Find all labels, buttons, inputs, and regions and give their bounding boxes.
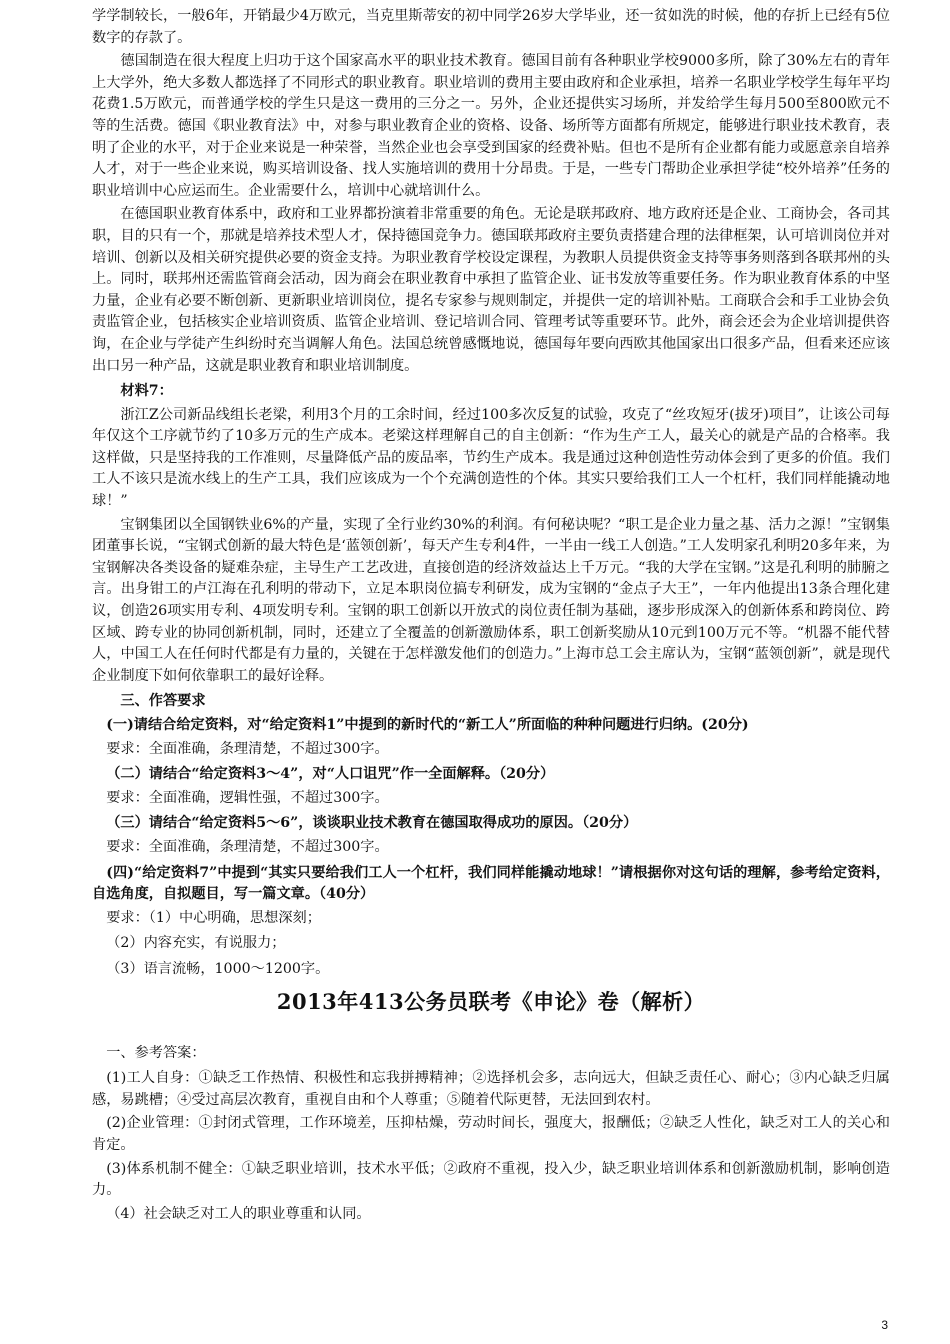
answer-4: （4）社会缺乏对工人的职业尊重和认同。 xyxy=(106,1205,371,1222)
material7-heading: 材料7： xyxy=(120,383,173,400)
requirements-heading: 三、作答要求 xyxy=(120,693,206,710)
material7-paragraph-baosteel: 宝钢集团以全国钢铁业6%的产量，实现了全行业约30%的利润。有何秘诀呢？“职工是企业力量之基、活力之源！”宝钢集团董事长说，“宝钢式创新的最大特色是‘蓝领创新’，每天产生专利4件，一半由一线工人创造。”工人发明家孔利明20多年来，为宝钢解决各类设备的疑难杂症，主导生产工艺改进，直接创造的经济效益达上千万元。“我的大学在宝钢。”这是孔利明的肺腑之言。出身钳工的卢江海在孔利明的带动下，立足本职岗位搞专利研发，成为宝钢的“金点子大王”，一年内他提出13条合理化建议，创造26项实用专利、4项发明专利。宝钢的职工创新以开放式的岗位责任制为基础，逐步形成深入的创新体系和跨岗位、跨区域、跨专业的协同创新机制，同时，还建立了全覆盖的创新激励体系，职工创新奖励从10元到100万元不等。“机器不能代替人，中国工人在任何时代都是有力量的，关键在于怎样激发他们的创造力。”上海市总工会主席认为，宝钢“蓝领创新”，就是现代企业制度下如何依靠职工的最好诠释。 xyxy=(92,516,890,684)
answer-heading: 一、参考答案： xyxy=(106,1044,206,1061)
analysis-title: 2013年413公务员联考《申论》卷（解析） xyxy=(276,988,706,1014)
question-1-requirement: 要求：全面准确，条理清楚，不超过300字。 xyxy=(106,740,389,757)
answer-1: (1)工人自身：①缺乏工作热情、积极性和忘我拼搏精神；②选择机会多，志向远大，但缺乏责任心、耐心；③内心缺乏归属感，易跳槽；④受过高层次教育，重视自由和个人尊重；⑤随着代际更替，无法回到农村。 xyxy=(92,1070,890,1108)
question-4-requirement-3: （3）语言流畅，1000～1200字。 xyxy=(106,960,330,977)
material7-paragraph-laoliang: 浙江Z公司新品线组长老梁，利用3个月的工余时间，经过100多次反复的试验，攻克了“丝攻短牙(拔牙)项目”，让该公司每年仅这个工序就节约了10多万元的生产成本。老梁这样理解自己的自主创新：“作为生产工人，最关心的就是产品的合格率。我这样做，只是坚持我的工作准则，尽量降低产品的废品率，节约生产成本。我是通过这种创造性劳动体会到了更多的价值。我们工人不该只是流水线上的生产工具，我们应该成为一个个充满创造性的个体。其实只要给我们工人一个杠杆，我们同样能撬动地球！” xyxy=(92,406,890,510)
question-4-requirement-2: （2）内容充实，有说服力； xyxy=(106,935,286,952)
material6-paragraph-continued: 学学制较长，一般6年，开销最少4万欧元，当克里斯蒂安的初中同学26岁大学毕业，还一贫如洗的时候，他的存折上已经有5位数字的存款了。 xyxy=(92,8,890,46)
answer-2: (2)企业管理：①封闭式管理，工作环境差，压抑枯燥，劳动时间长，强度大，报酬低；②缺乏人性化，缺乏对工人的关心和肯定。 xyxy=(92,1115,890,1153)
question-2: （二）请结合“给定资料3～4”，对“人口诅咒”作一全面解释。（20分） xyxy=(106,766,555,783)
question-3: （三）请结合“给定资料5～6”，谈谈职业技术教育在德国取得成功的原因。（20分） xyxy=(106,815,638,832)
page-number: 3 xyxy=(881,1318,888,1332)
question-1: (一)请结合给定资料，对“给定资料1”中提到的新时代的“新工人”所面临的种种问题进行归纳。(20分) xyxy=(106,717,749,733)
document-page xyxy=(92,6,890,1227)
question-4: (四)“给定资料7”中提到“其实只要给我们工人一个杠杆，我们同样能撬动地球！”请根据你对这句话的理解，参考给定资料，自选角度，自拟题目，写一篇文章。（40分） xyxy=(92,864,890,903)
question-4-requirement-1: 要求：（1）中心明确，思想深刻； xyxy=(106,909,321,926)
question-2-requirement: 要求：全面准确，逻辑性强，不超过300字。 xyxy=(106,789,389,806)
material6-paragraph-government-industry: 在德国职业教育体系中，政府和工业界都扮演着非常重要的角色。无论是联邦政府、地方政府还是企业、工商协会，各司其职，目的只有一个，那就是培养技术型人才，保持德国竞争力。德国联邦政府主要负责搭建合理的法律框架，认可培训岗位并对培训、创新以及相关研究提供必要的资金支持。为职业教育学校设定课程，为教职人员提供资金支持等事务则落到各联邦州的头上。同时，联邦州还需监管商会活动，因为商会在职业教育中承担了监管企业、证书发放等重要任务。作为职业教育体系的中坚力量，企业有必要不断创新、更新职业培训岗位，提名专家参与规则制定，并提供一定的培训补贴。工商联合会和手工业协会负责监管企业，包括核实企业培训资质、监管企业培训、登记培训合同、管理考试等重要环节。此外，商会还会为企业培训提供咨询，在企业与学徒产生纠纷时充当调解人角色。法国总统曾感慨地说，德国每年要向西欧其他国家出口很多产品，但看来还应该出口另一种产品，这就是职业教育和职业培训制度。 xyxy=(92,206,890,374)
question-3-requirement: 要求：全面准确，条理清楚，不超过300字。 xyxy=(106,838,389,855)
material6-paragraph-vocational-education: 德国制造在很大程度上归功于这个国家高水平的职业技术教育。德国目前有各种职业学校9000多所，除了30%左右的青年上大学外，绝大多数人都选择了不同形式的职业教育。职业培训的费用主要由政府和企业承担，培养一名职业学校学生每年平均花费1.5万欧元，而普通学校的学生只是这一费用的三分之一。另外，企业还提供实习场所，并发给学生每月500至800欧元不等的生活费。德国《职业教育法》中，对参与职业教育企业的资格、设备、场所等方面都有所规定，能够进行职业技术教育，表明了企业的水平，对于企业来说是一种荣誉，当然企业也会享受到国家的经费补贴。但也不是所有企业都有能力或愿意亲自培养人才，对于一些企业来说，购买培训设备、找人实施培训的费用十分昂贵。于是，一些专门帮助企业承担学徒“校外培养”任务的职业培训中心应运而生。企业需要什么，培训中心就培训什么。 xyxy=(92,53,890,199)
answer-3: (3)体系机制不健全：①缺乏职业培训，技术水平低；②政府不重视，投入少，缺乏职业培训体系和创新激励机制，影响创造力。 xyxy=(92,1160,890,1199)
